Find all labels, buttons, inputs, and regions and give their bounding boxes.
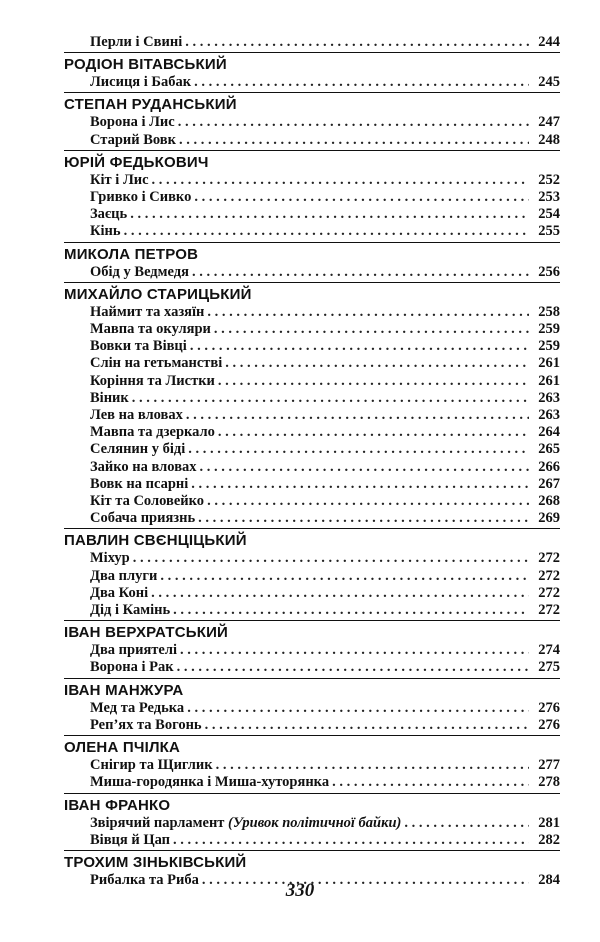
entry-title <box>90 373 215 390</box>
entry-title <box>90 659 174 676</box>
entry-title <box>90 223 121 240</box>
toc-entry[interactable] <box>64 493 560 510</box>
entry-title <box>90 172 149 189</box>
toc-entry[interactable] <box>64 476 560 493</box>
dot-leader <box>200 459 529 476</box>
toc-entry[interactable] <box>64 355 560 372</box>
table-of-contents <box>64 34 560 889</box>
entry-title-text: Міхур <box>90 550 130 567</box>
entry-page-number: 254 <box>538 206 560 223</box>
entry-page-number: 259 <box>538 321 560 338</box>
entry-page-number: 261 <box>538 355 560 372</box>
toc-entry[interactable] <box>64 373 560 390</box>
toc-section <box>64 34 560 51</box>
toc-entry[interactable] <box>64 34 560 51</box>
dot-leader <box>130 206 529 223</box>
entry-title <box>90 132 176 149</box>
entry-page-number: 265 <box>538 441 560 458</box>
toc-entry[interactable] <box>64 441 560 458</box>
entry-title-text: Ворона і Лис <box>90 114 175 131</box>
dot-leader <box>198 510 529 527</box>
toc-section <box>64 52 560 91</box>
entry-page-number: 274 <box>538 642 560 659</box>
entry-page-number: 268 <box>538 493 560 510</box>
entry-title-text: Миша-городянка і Миша-хуторянка <box>90 774 330 791</box>
entry-title-text: Два приятелі <box>90 642 178 659</box>
toc-section <box>64 620 560 676</box>
dot-leader <box>207 493 529 510</box>
entry-title-text: Собача приязнь <box>90 510 196 527</box>
dot-leader <box>152 172 529 189</box>
entry-page-number: 264 <box>538 424 560 441</box>
entry-page-number: 245 <box>538 74 560 91</box>
entry-title <box>90 459 197 476</box>
entry-page-number: 261 <box>538 372 560 389</box>
entry-title <box>90 355 222 372</box>
entry-title-text: Лисиця і Бабак <box>90 74 192 91</box>
entry-page-number: 263 <box>538 407 560 424</box>
dot-leader <box>207 304 529 321</box>
entry-page-number: 277 <box>538 757 560 774</box>
toc-entry[interactable] <box>64 407 560 424</box>
author-heading: МИКОЛА ПЕТРОВ <box>64 245 199 263</box>
dot-leader <box>216 757 529 774</box>
entry-page-number: 255 <box>538 223 560 240</box>
entry-title <box>90 642 177 659</box>
dot-leader <box>151 585 529 602</box>
entry-page-number: 281 <box>538 814 560 831</box>
entry-title <box>90 774 329 791</box>
toc-entry[interactable] <box>64 223 560 240</box>
page-number: 330 <box>285 880 315 901</box>
dot-leader <box>160 568 529 585</box>
entry-title <box>90 264 189 281</box>
toc-section <box>64 92 560 148</box>
toc-section <box>64 528 560 619</box>
entry-title-text: Снігир та Щиглик <box>90 757 213 774</box>
entry-page-number: 247 <box>538 114 560 131</box>
dot-leader <box>185 34 529 51</box>
entry-page-number: 259 <box>538 338 560 355</box>
entry-title <box>90 441 185 458</box>
entry-title-text: Реп’ях та Вогонь <box>90 716 202 733</box>
entry-title-text: Старий Вовк <box>90 131 176 148</box>
author-heading: ОЛЕНА ПЧІЛКА <box>64 739 181 757</box>
toc-entry[interactable] <box>64 510 560 527</box>
entry-title <box>90 717 202 734</box>
entry-title-text: Кіт і Лис <box>90 171 149 188</box>
entry-title <box>90 304 204 321</box>
toc-entry[interactable] <box>64 757 560 774</box>
entry-page-number: 244 <box>538 34 560 50</box>
entry-title-text: Наймит та хазяїн <box>90 303 205 320</box>
toc-entry[interactable] <box>64 172 560 189</box>
dot-leader <box>173 832 529 849</box>
author-heading: МИХАЙЛО СТАРИЦЬКИЙ <box>64 285 252 303</box>
toc-entry[interactable] <box>64 206 560 223</box>
author-heading: ЮРІЙ ФЕДЬКОВИЧ <box>64 153 209 171</box>
toc-entry[interactable] <box>64 774 560 791</box>
dot-leader <box>186 407 529 424</box>
dot-leader <box>190 338 529 355</box>
dot-leader <box>180 642 529 659</box>
entry-title-text: Мавпа та дзеркало <box>90 424 215 441</box>
entry-title-text: Звірячий парламент <box>90 814 225 831</box>
dot-leader <box>187 700 529 717</box>
author-heading: ІВАН ВЕРХРАТСЬКИЙ <box>64 624 229 642</box>
dot-leader <box>218 424 529 441</box>
entry-page-number: 263 <box>538 389 560 406</box>
dot-leader <box>205 717 529 734</box>
author-heading: ІВАН ФРАНКО <box>64 796 171 814</box>
entry-title-text: Лев на вловах <box>90 407 183 424</box>
dot-leader <box>179 132 529 149</box>
toc-entry[interactable] <box>64 304 560 321</box>
entry-title-text: Селянин у біді <box>90 441 186 458</box>
entry-page-number: 256 <box>538 263 560 280</box>
entry-title <box>90 321 211 338</box>
toc-entry[interactable] <box>64 832 560 849</box>
entry-page-number: 272 <box>538 567 560 584</box>
toc-entry[interactable] <box>64 700 560 717</box>
entry-title <box>90 74 191 91</box>
entry-title-text: Обід у Ведмедя <box>90 263 189 280</box>
entry-title <box>90 407 183 424</box>
entry-title <box>90 424 215 441</box>
entry-title-text: Вовк на псарні <box>90 475 189 492</box>
entry-title-text: Кіт та Соловейко <box>90 493 205 510</box>
entry-page-number: 284 <box>538 871 560 888</box>
toc-section <box>64 242 560 281</box>
entry-page-number: 269 <box>538 510 560 527</box>
entry-page-number: 275 <box>538 659 560 676</box>
entry-title <box>90 476 188 493</box>
entry-page-number: 282 <box>538 831 560 848</box>
entry-title-text: Заєць <box>90 206 128 223</box>
entry-title-text: Перли і Свині <box>90 34 183 50</box>
toc-entry[interactable] <box>64 568 560 585</box>
toc-entry[interactable] <box>64 459 560 476</box>
entry-title <box>90 189 191 206</box>
toc-entry[interactable] <box>64 659 560 676</box>
entry-title <box>90 700 184 717</box>
toc-entry[interactable] <box>64 585 560 602</box>
toc-entry[interactable] <box>64 132 560 149</box>
entry-page-number: 272 <box>538 550 560 567</box>
entry-title-text: Мавпа та окуляри <box>90 321 211 338</box>
toc-entry[interactable] <box>64 602 560 619</box>
toc-entry[interactable] <box>64 424 560 441</box>
entry-page-number: 272 <box>538 584 560 601</box>
dot-leader <box>214 321 529 338</box>
entry-title <box>90 390 129 407</box>
toc-section <box>64 150 560 241</box>
dot-leader <box>177 659 529 676</box>
dot-leader <box>225 355 529 372</box>
entry-title <box>90 206 127 223</box>
entry-title-text: Мед та Редька <box>90 699 185 716</box>
author-heading: ПАВЛИН СВЄНЦІЦЬКИЙ <box>64 532 247 550</box>
dot-leader <box>194 74 529 91</box>
entry-title-text: Слін на гетьманстві <box>90 355 223 372</box>
toc-entry[interactable] <box>64 74 560 91</box>
entry-title <box>90 550 130 567</box>
toc-entry[interactable] <box>64 815 560 832</box>
entry-title-text: Коріння та Листки <box>90 372 215 389</box>
toc-entry[interactable] <box>64 338 560 355</box>
dot-leader <box>133 550 529 567</box>
toc-entry[interactable] <box>64 717 560 734</box>
toc-entry[interactable] <box>64 642 560 659</box>
entry-title <box>90 585 148 602</box>
dot-leader <box>132 390 529 407</box>
dot-leader <box>404 815 529 832</box>
author-heading: ІВАН МАНЖУРА <box>64 681 184 699</box>
toc-section <box>64 282 560 528</box>
dot-leader <box>191 476 529 493</box>
toc-entry[interactable] <box>64 321 560 338</box>
dot-leader <box>173 602 529 619</box>
toc-section <box>64 735 560 791</box>
entry-title-text: Два Коні <box>90 584 149 601</box>
entry-title-text: Два плуги <box>90 567 158 584</box>
entry-title-text: Ворона і Рак <box>90 659 174 676</box>
entry-title <box>90 832 170 849</box>
entry-title-text: Гривко і Сивко <box>90 189 192 206</box>
author-heading: СТЕПАН РУДАНСЬКИЙ <box>64 96 237 114</box>
entry-page-number: 252 <box>538 171 560 188</box>
toc-entry[interactable] <box>64 114 560 131</box>
entry-title <box>90 114 175 131</box>
toc-section <box>64 793 560 849</box>
entry-title-text: Дід і Камінь <box>90 602 171 619</box>
entry-page-number: 248 <box>538 131 560 148</box>
entry-subtitle: (Уривок політичної байки) <box>228 814 402 831</box>
entry-page-number: 272 <box>538 602 560 619</box>
entry-title-text: Віник <box>90 389 129 406</box>
author-heading: РОДІОН ВІТАВСЬКИЙ <box>64 56 227 74</box>
entry-title <box>90 34 182 51</box>
entry-title <box>90 815 401 832</box>
toc-entry[interactable] <box>64 550 560 567</box>
dot-leader <box>188 441 529 458</box>
entry-page-number: 276 <box>538 699 560 716</box>
dot-leader <box>178 114 529 131</box>
toc-entry[interactable] <box>64 390 560 407</box>
dot-leader <box>192 264 529 281</box>
entry-title-text: Вівця й Цап <box>90 831 171 848</box>
entry-title-text: Рибалка та Риба <box>90 871 199 888</box>
entry-page-number: 258 <box>538 303 560 320</box>
entry-page-number: 278 <box>538 774 560 791</box>
toc-section <box>64 678 560 734</box>
entry-title <box>90 757 213 774</box>
entry-title <box>90 568 157 585</box>
entry-title-text: Кінь <box>90 223 121 240</box>
entry-title <box>90 510 195 527</box>
entry-page-number: 276 <box>538 716 560 733</box>
toc-entry[interactable] <box>64 264 560 281</box>
dot-leader <box>332 774 529 791</box>
entry-page-number: 253 <box>538 189 560 206</box>
entry-title <box>90 493 204 510</box>
entry-title <box>90 602 170 619</box>
entry-title-text: Зайко на вловах <box>90 458 197 475</box>
entry-title <box>90 338 187 355</box>
entry-title-text: Вовки та Вівці <box>90 338 187 355</box>
toc-entry[interactable] <box>64 189 560 206</box>
entry-page-number: 266 <box>538 458 560 475</box>
dot-leader <box>194 189 529 206</box>
entry-page-number: 267 <box>538 475 560 492</box>
dot-leader <box>124 223 529 240</box>
author-heading: ТРОХИМ ЗІНЬКІВСЬКИЙ <box>64 853 247 871</box>
dot-leader <box>218 373 529 390</box>
